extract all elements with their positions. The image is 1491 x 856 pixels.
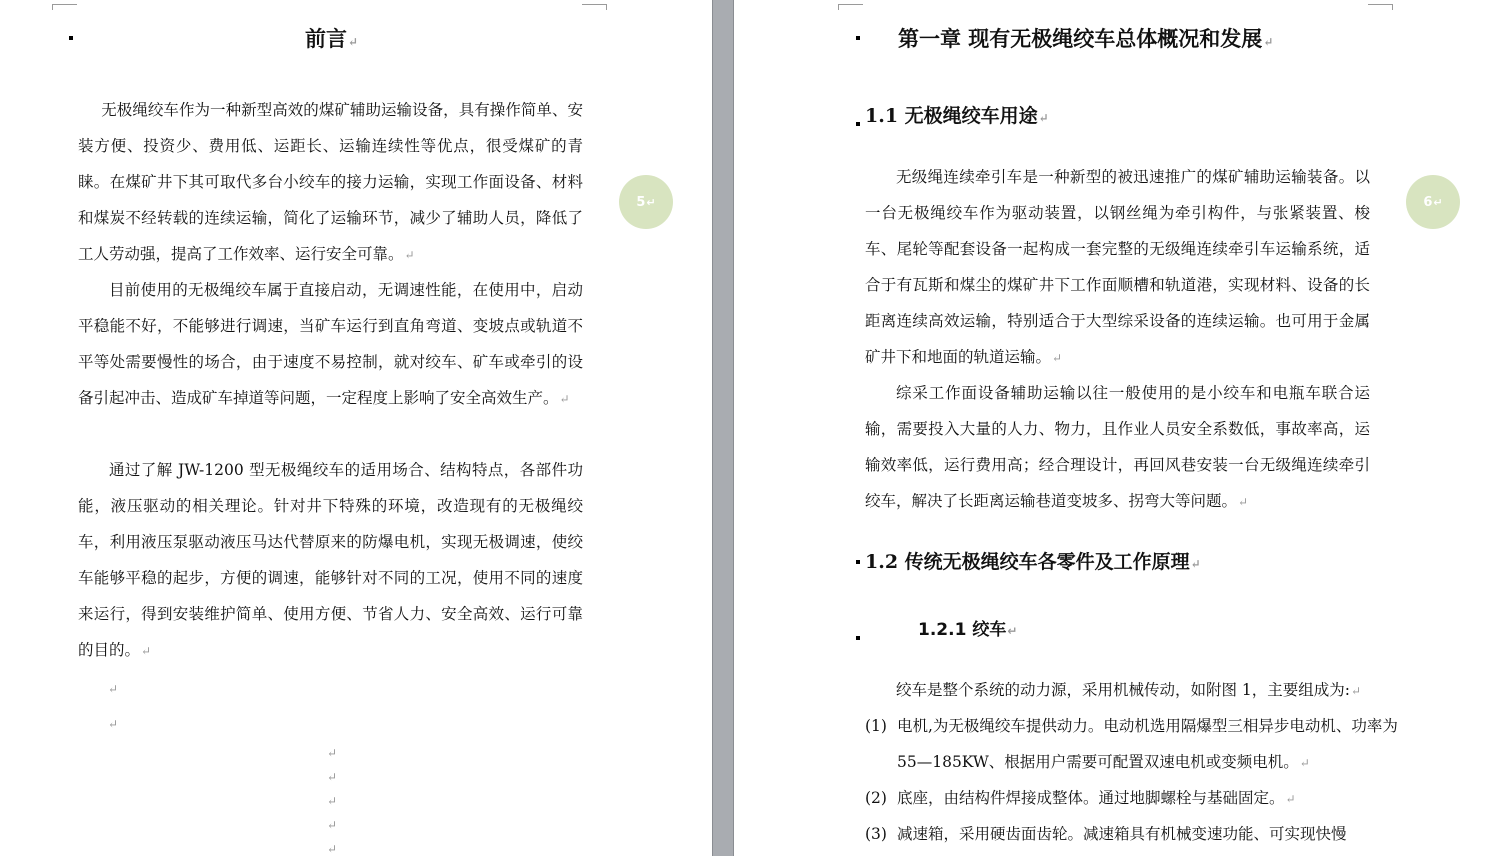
page-number-badge: 6 ↵ — [1406, 175, 1460, 229]
empty-paragraph-mark: ↵ — [327, 770, 338, 784]
empty-paragraph-mark: ↵ — [108, 682, 119, 696]
subsection-heading-1-2-1: 1.2.1 绞车↵ — [918, 620, 1018, 640]
page-number-badge: 5 ↵ — [619, 175, 673, 229]
list-item: (1) 电机,为无极绳绞车提供动力。电动机选用隔爆型三相异步电动机、功率为 55—185KW、根据用户需要可配置双速电机或变频电机。↵ — [865, 717, 1398, 771]
paragraph-bullet-mark — [856, 636, 860, 640]
empty-paragraph-mark: ↵ — [327, 746, 338, 760]
list-item: (3) 减速箱，采用硬齿面齿轮。减速箱具有机械变速功能、可实现快慢 — [865, 825, 1347, 843]
paragraph-bullet-mark — [856, 560, 860, 564]
empty-paragraph-mark: ↵ — [108, 717, 119, 731]
section-paragraph: 综采工作面设备辅助运输以往一般使用的是小绞车和电瓶车联合运输，需要投入大量的人力、物力，且作业人员安全系数低，事故率高，运输效率低，运行费用高；经合理设计，再回风巷安装一台无级绳连续牵引绞车，解决了长距离运输巷道变坡多、拐弯大等问题。↵ — [865, 384, 1370, 510]
section-heading-1-1: 1.1 无极绳绞车用途↵ — [865, 105, 1049, 127]
preface-paragraph: 目前使用的无极绳绞车属于直接启动，无调速性能，在使用中，启动平稳能不好，不能够进行调速，当矿车运行到直角弯道、变坡点或轨道不平等处需要慢性的场合，由于速度不易控制，就对绞车、矿车或牵引的设备引起冲击、造成矿车掉道等问题，一定程度上影响了安全高效生产。↵ — [78, 281, 583, 407]
list-item: (2) 底座，由结构件焊接成整体。通过地脚螺栓与基础固定。↵ — [865, 789, 1296, 807]
preface-title: 前言↵ — [305, 26, 359, 51]
subsection-intro: 绞车是整个系统的动力源，采用机械传动，如附图 1，主要组成为:↵ — [896, 681, 1362, 699]
document-page-left — [0, 0, 712, 856]
paragraph-bullet-mark — [856, 122, 860, 126]
document-page-right — [734, 0, 1491, 856]
section-heading-1-2: 1.2 传统无极绳绞车各零件及工作原理↵ — [865, 551, 1201, 573]
margin-corner-mark — [1368, 4, 1393, 10]
margin-corner-mark — [838, 4, 863, 10]
margin-corner-mark — [52, 4, 77, 10]
empty-paragraph-mark: ↵ — [327, 842, 338, 856]
section-paragraph: 无级绳连续牵引车是一种新型的被迅速推广的煤矿辅助运输装备。以一台无极绳绞车作为驱动装置，以钢丝绳为牵引构件，与张紧装置、梭车、尾轮等配套设备一起构成一套完整的无级绳连续牵引车运输系统，适合于有瓦斯和煤尘的煤矿井下工作面顺槽和轨道港，实现材料、设备的长距离连续高效运输，特别适合于大型综采设备的连续运输。也可用于金属矿井下和地面的轨道运输。↵ — [865, 168, 1370, 366]
paragraph-bullet-mark — [856, 36, 860, 40]
paragraph-bullet-mark — [69, 36, 73, 40]
page-gutter — [712, 0, 734, 856]
margin-corner-mark — [582, 4, 607, 10]
chapter-title: 第一章 现有无极绳绞车总体概况和发展↵ — [898, 26, 1274, 51]
empty-paragraph-mark: ↵ — [327, 794, 338, 808]
empty-paragraph-mark: ↵ — [327, 818, 338, 832]
preface-paragraph: 通过了解 JW-1200 型无极绳绞车的适用场合、结构特点，各部件功能，液压驱动的相关理论。针对井下特殊的环境，改造现有的无极绳绞车，利用液压泵驱动液压马达代替原来的防爆电机，实现无极调速，使绞车能够平稳的起步，方便的调速，能够针对不同的工况，使用不同的速度来运行，得到安装维护简单、使用方便、节省人力、安全高效、运行可靠的目的。↵ — [78, 461, 583, 659]
preface-paragraph: 无极绳绞车作为一种新型高效的煤矿辅助运输设备，具有操作简单、安装方便、投资少、费用低、运距长、运输连续性等优点，很受煤矿的青睐。在煤矿井下其可取代多台小绞车的接力运输，实现工作面设备、材料和煤炭不经转载的连续运输，简化了运输环节，减少了辅助人员，降低了工人劳动强，提高了工作效率、运行安全可靠。↵ — [78, 101, 583, 263]
